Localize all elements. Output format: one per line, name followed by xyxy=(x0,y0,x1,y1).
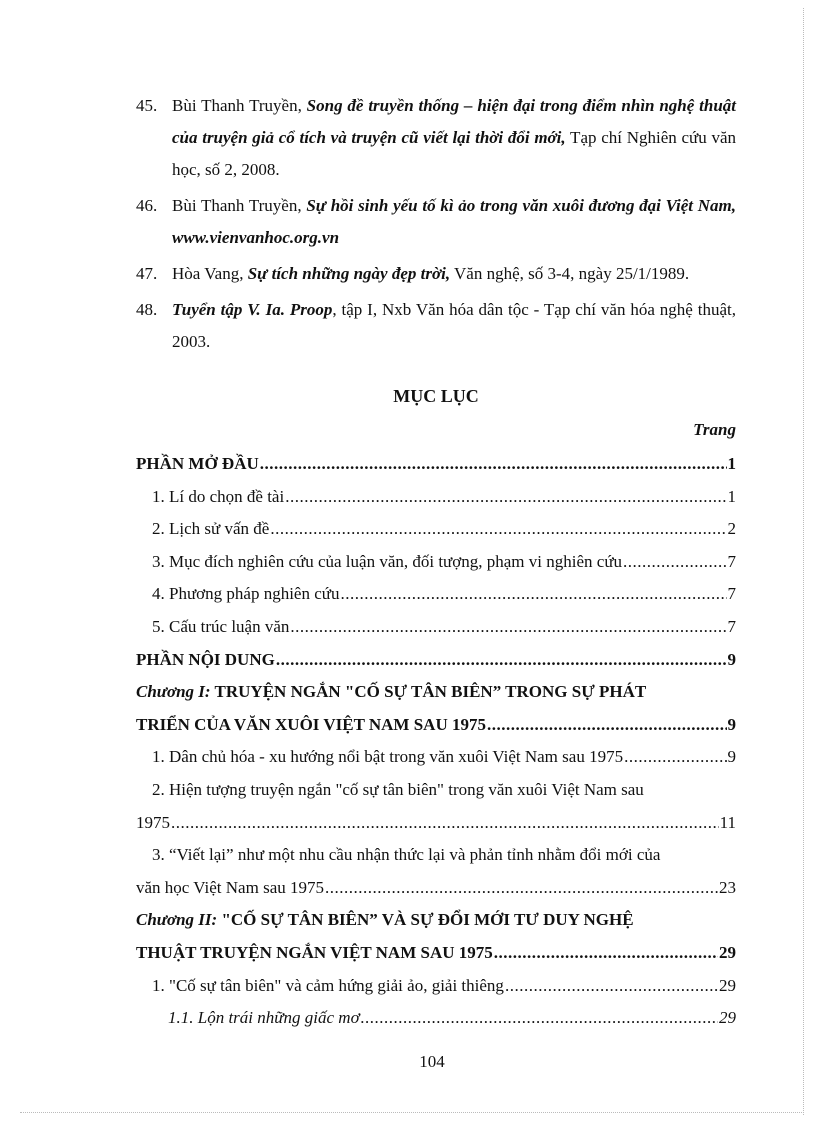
toc-leader-dots xyxy=(171,807,719,840)
toc-entry-page: 29 xyxy=(719,1008,736,1028)
toc-entry-text xyxy=(136,904,634,937)
chapter-label: Chương II: xyxy=(136,910,218,930)
toc-entry-phan-noi-dung[interactable] xyxy=(136,644,736,677)
toc-entry-page: 29 xyxy=(719,942,736,962)
table-of-contents xyxy=(136,448,736,1035)
toc-entry-text: PHẦN NỘI DUNG xyxy=(136,649,275,669)
toc-entry-page: 9 xyxy=(727,747,736,767)
toc-entry-text: 1.1. Lộn trái những giấc mơ xyxy=(168,1008,360,1028)
toc-leader-dots xyxy=(505,970,718,1003)
toc-entry-page: 9 xyxy=(727,714,736,734)
reference-number: 47. xyxy=(136,264,158,283)
toc-entry-page: 11 xyxy=(719,812,736,832)
toc-entry-text: 3. Mục đích nghiên cứu của luận văn, đối tượng, phạm vi nghiên cứu xyxy=(152,551,623,571)
toc-leader-dots xyxy=(624,741,726,774)
toc-entry-ch1-3-line2[interactable] xyxy=(136,872,736,905)
toc-entry-page: 7 xyxy=(727,616,736,636)
toc-entry-text: PHẦN MỞ ĐẦU xyxy=(136,454,259,473)
reference-author: Bùi Thanh Truyền, xyxy=(172,196,307,215)
reference-title: Song đề truyền thống – hiện đại trong điểm nhìn nghệ thuật của truyện giả cổ tích và truyện cũ viết lại thời đổi mới, xyxy=(172,96,736,147)
toc-entry-page: 29 xyxy=(719,975,736,995)
toc-entry-text: THUẬT TRUYỆN NGẮN VIỆT NAM SAU 1975 xyxy=(136,942,493,962)
toc-entry-text: TRIỂN CỦA VĂN XUÔI VIỆT NAM SAU 1975 xyxy=(136,714,486,734)
toc-entry-5[interactable] xyxy=(136,611,736,644)
reference-source: , tập I, Nxb Văn hóa dân tộc - Tạp chí văn hóa nghệ thuật, 2003. xyxy=(172,300,736,351)
reference-title: Tuyển tập V. Ia. Proop xyxy=(172,300,333,319)
toc-leader-dots xyxy=(290,611,726,644)
chapter-label: Chương I: xyxy=(136,682,211,702)
toc-entry-page: 9 xyxy=(727,649,736,669)
reference-body xyxy=(172,90,736,186)
toc-entry-text: văn học Việt Nam sau 1975 xyxy=(136,877,324,897)
toc-entry-ch1-2-line2[interactable] xyxy=(136,807,736,840)
reference-number: 46. xyxy=(136,196,158,215)
toc-entry-3[interactable] xyxy=(136,546,736,579)
toc-entry-chapter-2-line2[interactable] xyxy=(136,937,736,970)
toc-leader-dots xyxy=(623,546,726,579)
toc-entry-page: 23 xyxy=(719,877,736,897)
toc-entry-text: 1975 xyxy=(136,812,170,832)
page-number: 104 xyxy=(419,1052,445,1071)
toc-entry-text xyxy=(136,676,646,709)
toc-entry-chapter-1-line1[interactable] xyxy=(136,676,736,709)
reference-author: Bùi Thanh Truyền, xyxy=(172,96,307,115)
reference-title: Sự tích những ngày đẹp trời, xyxy=(247,264,451,283)
toc-entry-page: 7 xyxy=(727,551,736,571)
toc-entry-chapter-2-line1[interactable] xyxy=(136,904,736,937)
toc-entry-page: 1 xyxy=(727,486,736,506)
page-border-bottom xyxy=(20,1112,804,1113)
reference-body xyxy=(172,190,736,254)
toc-entry-chapter-1-line2[interactable] xyxy=(136,709,736,742)
toc-entry-text: 5. Cấu trúc luận văn xyxy=(152,616,290,636)
toc-entry-text: 1. Dân chủ hóa - xu hướng nổi bật trong văn xuôi Việt Nam sau 1975 xyxy=(152,747,624,767)
chapter-title: "CỐ SỰ TÂN BIÊN” VÀ SỰ ĐỔI MỚI TƯ DUY NGHỆ xyxy=(217,910,634,930)
reference-item-46 xyxy=(136,190,736,254)
toc-entry-ch2-1[interactable] xyxy=(136,970,736,1003)
toc-leader-dots xyxy=(340,578,726,611)
toc-title: MỤC LỤC xyxy=(393,386,479,406)
toc-leader-dots xyxy=(325,872,718,905)
toc-entry-page: 7 xyxy=(727,584,736,604)
toc-leader-dots xyxy=(260,448,727,481)
toc-entry-phan-mo-dau[interactable] xyxy=(136,448,736,481)
toc-entry-ch2-1-1[interactable] xyxy=(136,1002,736,1035)
reference-body xyxy=(172,258,736,290)
toc-entry-4[interactable] xyxy=(136,578,736,611)
toc-entry-1[interactable] xyxy=(136,481,736,514)
page-border-right xyxy=(803,8,804,1115)
toc-page-header: Trang xyxy=(693,420,736,439)
toc-entry-2[interactable] xyxy=(136,513,736,546)
reference-body xyxy=(172,294,736,358)
reference-author: Hòa Vang, xyxy=(172,264,248,283)
toc-entry-text: 3. “Viết lại” như một nhu cầu nhận thức lại và phản tỉnh nhằm đổi mới của xyxy=(152,845,661,865)
toc-entry-text: 1. "Cố sự tân biên" và cảm hứng giải ảo, giải thiêng xyxy=(152,975,504,995)
reference-item-47 xyxy=(136,258,736,290)
toc-leader-dots xyxy=(276,644,727,677)
toc-entry-ch1-3-line1[interactable] xyxy=(136,839,736,872)
reference-item-45 xyxy=(136,90,736,186)
toc-entry-text: 1. Lí do chọn đề tài xyxy=(152,486,285,506)
reference-source: Tạp chí Nghiên cứu văn học, số 2, 2008. xyxy=(172,128,736,179)
toc-entry-page: 1 xyxy=(727,454,736,473)
toc-entry-ch1-2-line1[interactable] xyxy=(136,774,736,807)
reference-list xyxy=(136,90,736,358)
toc-entry-text: 2. Lịch sử vấn đề xyxy=(152,519,270,539)
reference-source: Văn nghệ, số 3-4, ngày 25/1/1989. xyxy=(450,264,690,283)
toc-leader-dots xyxy=(487,709,727,742)
reference-number: 48. xyxy=(136,300,158,319)
toc-entry-text: 4. Phương pháp nghiên cứu xyxy=(152,584,340,604)
toc-entry-page: 2 xyxy=(727,519,736,539)
toc-leader-dots xyxy=(494,937,718,970)
toc-entry-ch1-1[interactable] xyxy=(136,741,736,774)
toc-leader-dots xyxy=(361,1002,718,1035)
chapter-title: TRUYỆN NGẮN "CỐ SỰ TÂN BIÊN” TRONG SỰ PHÁT xyxy=(210,682,647,702)
reference-number: 45. xyxy=(136,96,158,115)
reference-title: Sự hồi sinh yếu tố kì ảo trong văn xuôi đương đại Việt Nam, www.vienvanhoc.org.vn xyxy=(172,196,737,247)
toc-leader-dots xyxy=(285,481,726,514)
reference-item-48 xyxy=(136,294,736,358)
toc-leader-dots xyxy=(270,513,726,546)
toc-entry-text: 2. Hiện tượng truyện ngắn "cố sự tân biên" trong văn xuôi Việt Nam sau xyxy=(152,779,644,799)
